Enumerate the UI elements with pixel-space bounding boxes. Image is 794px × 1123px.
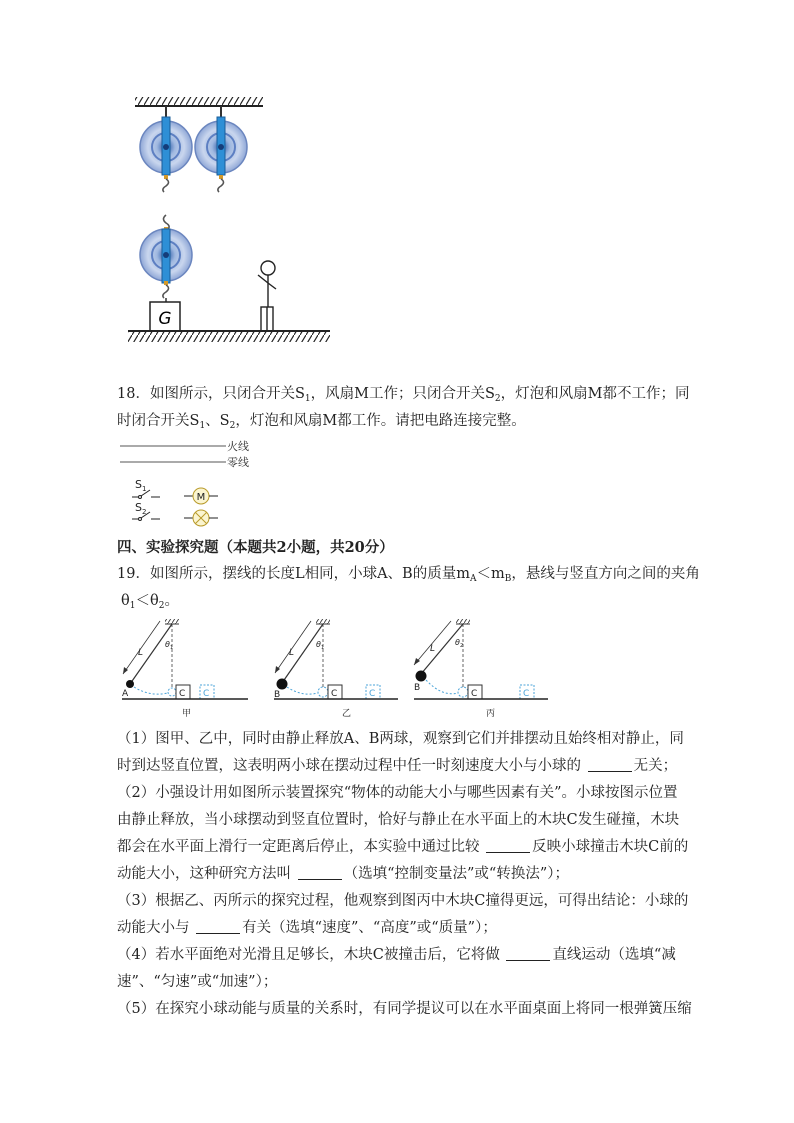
figure-bing	[414, 619, 548, 719]
box-label: G	[158, 309, 172, 329]
q19-p2-line4: 动能大小，这种研究方法叫 （选填“控制变量法”或“转换法”）；	[117, 866, 570, 882]
motor-m	[184, 488, 218, 504]
q19-p3-line2: 动能大小与 有关（选填“速度”、“高度”或“质量”）；	[117, 920, 497, 936]
weight-box-g	[150, 302, 180, 331]
q19-p2-line3: 都会在水平面上滑行一定距离后停止，本实验中通过比较 反映小球撞击木块C前的	[117, 839, 689, 855]
answer-blank-2[interactable]	[486, 838, 530, 853]
q19-p5-line1: （5）在探究小球动能与质量的关系时，有同学提议可以在水平面桌面上将同一根弹簧压缩	[117, 1001, 692, 1017]
figure-yi	[274, 619, 398, 719]
svg-text:2: 2	[142, 508, 147, 516]
svg-text:θ: θ	[455, 638, 460, 647]
q19-p4-line2: 速”、“匀速”或“加速”）；	[117, 974, 278, 990]
svg-text:C: C	[523, 689, 530, 699]
ceiling	[135, 97, 263, 106]
answer-blank-4[interactable]	[196, 919, 240, 934]
caption-yi: 乙	[342, 709, 352, 719]
svg-text:1: 1	[142, 485, 147, 493]
svg-text:S: S	[135, 501, 142, 514]
caption-jia: 甲	[182, 709, 192, 719]
svg-text:L: L	[430, 644, 436, 654]
floor	[128, 331, 330, 342]
svg-text:C: C	[369, 689, 376, 699]
q19-p2-line1: （2）小强设计用如图所示装置探究“物体的动能大小与哪些因素有关”。小球按图示位置	[117, 785, 678, 801]
q19-p4-line1: （4）若水平面绝对光滑且足够长，木块C被撞击后，它将做 直线运动（选填“减	[117, 947, 676, 963]
caption-bing: 丙	[486, 709, 496, 719]
switch-s1	[132, 478, 160, 499]
switch-s2	[132, 501, 160, 521]
svg-text:M: M	[196, 492, 206, 503]
q19-p3-line1: （3）根据乙、丙所示的探究过程，他观察到图丙中木块C撞得更远，可得出结论：小球的	[117, 893, 689, 909]
circuit-figure	[118, 438, 268, 528]
q19-p1-line1: （1）图甲、乙中，同时由静止释放A、B两球，观察到它们并排摆动且始终相对静止，同	[117, 731, 684, 747]
svg-text:S: S	[135, 478, 142, 491]
ball-b-2: B	[414, 683, 421, 693]
live-wire-label: 火线	[227, 440, 249, 453]
lamp	[184, 510, 218, 526]
q19-p1-line2: 时到达竖直位置，这表明两小球在摆动过程中任一时刻速度大小与小球的 无关；	[117, 758, 678, 774]
section-heading: 四、实验探究题（本题共2小题，共20分）	[117, 539, 394, 556]
svg-text:L: L	[138, 648, 144, 658]
svg-text:θ: θ	[165, 640, 170, 649]
q19-intro-line1: 19．如图所示，摆线的长度L相同，小球A、B的质量$m_A<m_B$，悬线与竖直方向之间的夹角	[117, 566, 700, 584]
svg-text:C: C	[203, 689, 210, 699]
ball-a: A	[122, 689, 129, 699]
svg-text:C: C	[471, 689, 478, 699]
fixed-pulley-right	[195, 106, 247, 192]
svg-text:1: 1	[321, 645, 325, 651]
svg-text:θ: θ	[316, 640, 321, 649]
answer-blank-3[interactable]	[298, 865, 342, 880]
svg-text:C: C	[331, 689, 338, 699]
svg-text:2: 2	[460, 643, 464, 649]
movable-pulley	[140, 215, 192, 302]
answer-blank-5[interactable]	[506, 946, 550, 961]
q18-line2: 时闭合开关$S_1$、$S_2$，灯泡和风扇M都工作。请把电路连接完整。	[117, 413, 526, 431]
svg-text:1: 1	[170, 645, 174, 651]
stick-person	[258, 261, 276, 331]
q18-line1: 18．如图所示，只闭合开关$S_1$，风扇M工作；只闭合开关$S_2$，灯泡和风扇M都不工作；同	[117, 386, 690, 404]
q19-intro-line2: $\theta_1<\theta_2$。	[121, 593, 179, 611]
q19-p2-line2: 由静止释放，当小球摆动到竖直位置时，恰好与静止在水平面上的木块C发生碰撞，木块	[117, 812, 680, 828]
fixed-pulley-left	[140, 106, 192, 192]
pulley-figure	[120, 95, 340, 347]
pendulum-figures	[116, 617, 556, 723]
svg-text:C: C	[179, 689, 186, 699]
ball-b: B	[274, 690, 281, 700]
neutral-wire-label: 零线	[227, 456, 249, 469]
svg-text:L: L	[289, 648, 295, 658]
figure-jia	[122, 619, 248, 719]
answer-blank-1[interactable]	[588, 757, 632, 772]
